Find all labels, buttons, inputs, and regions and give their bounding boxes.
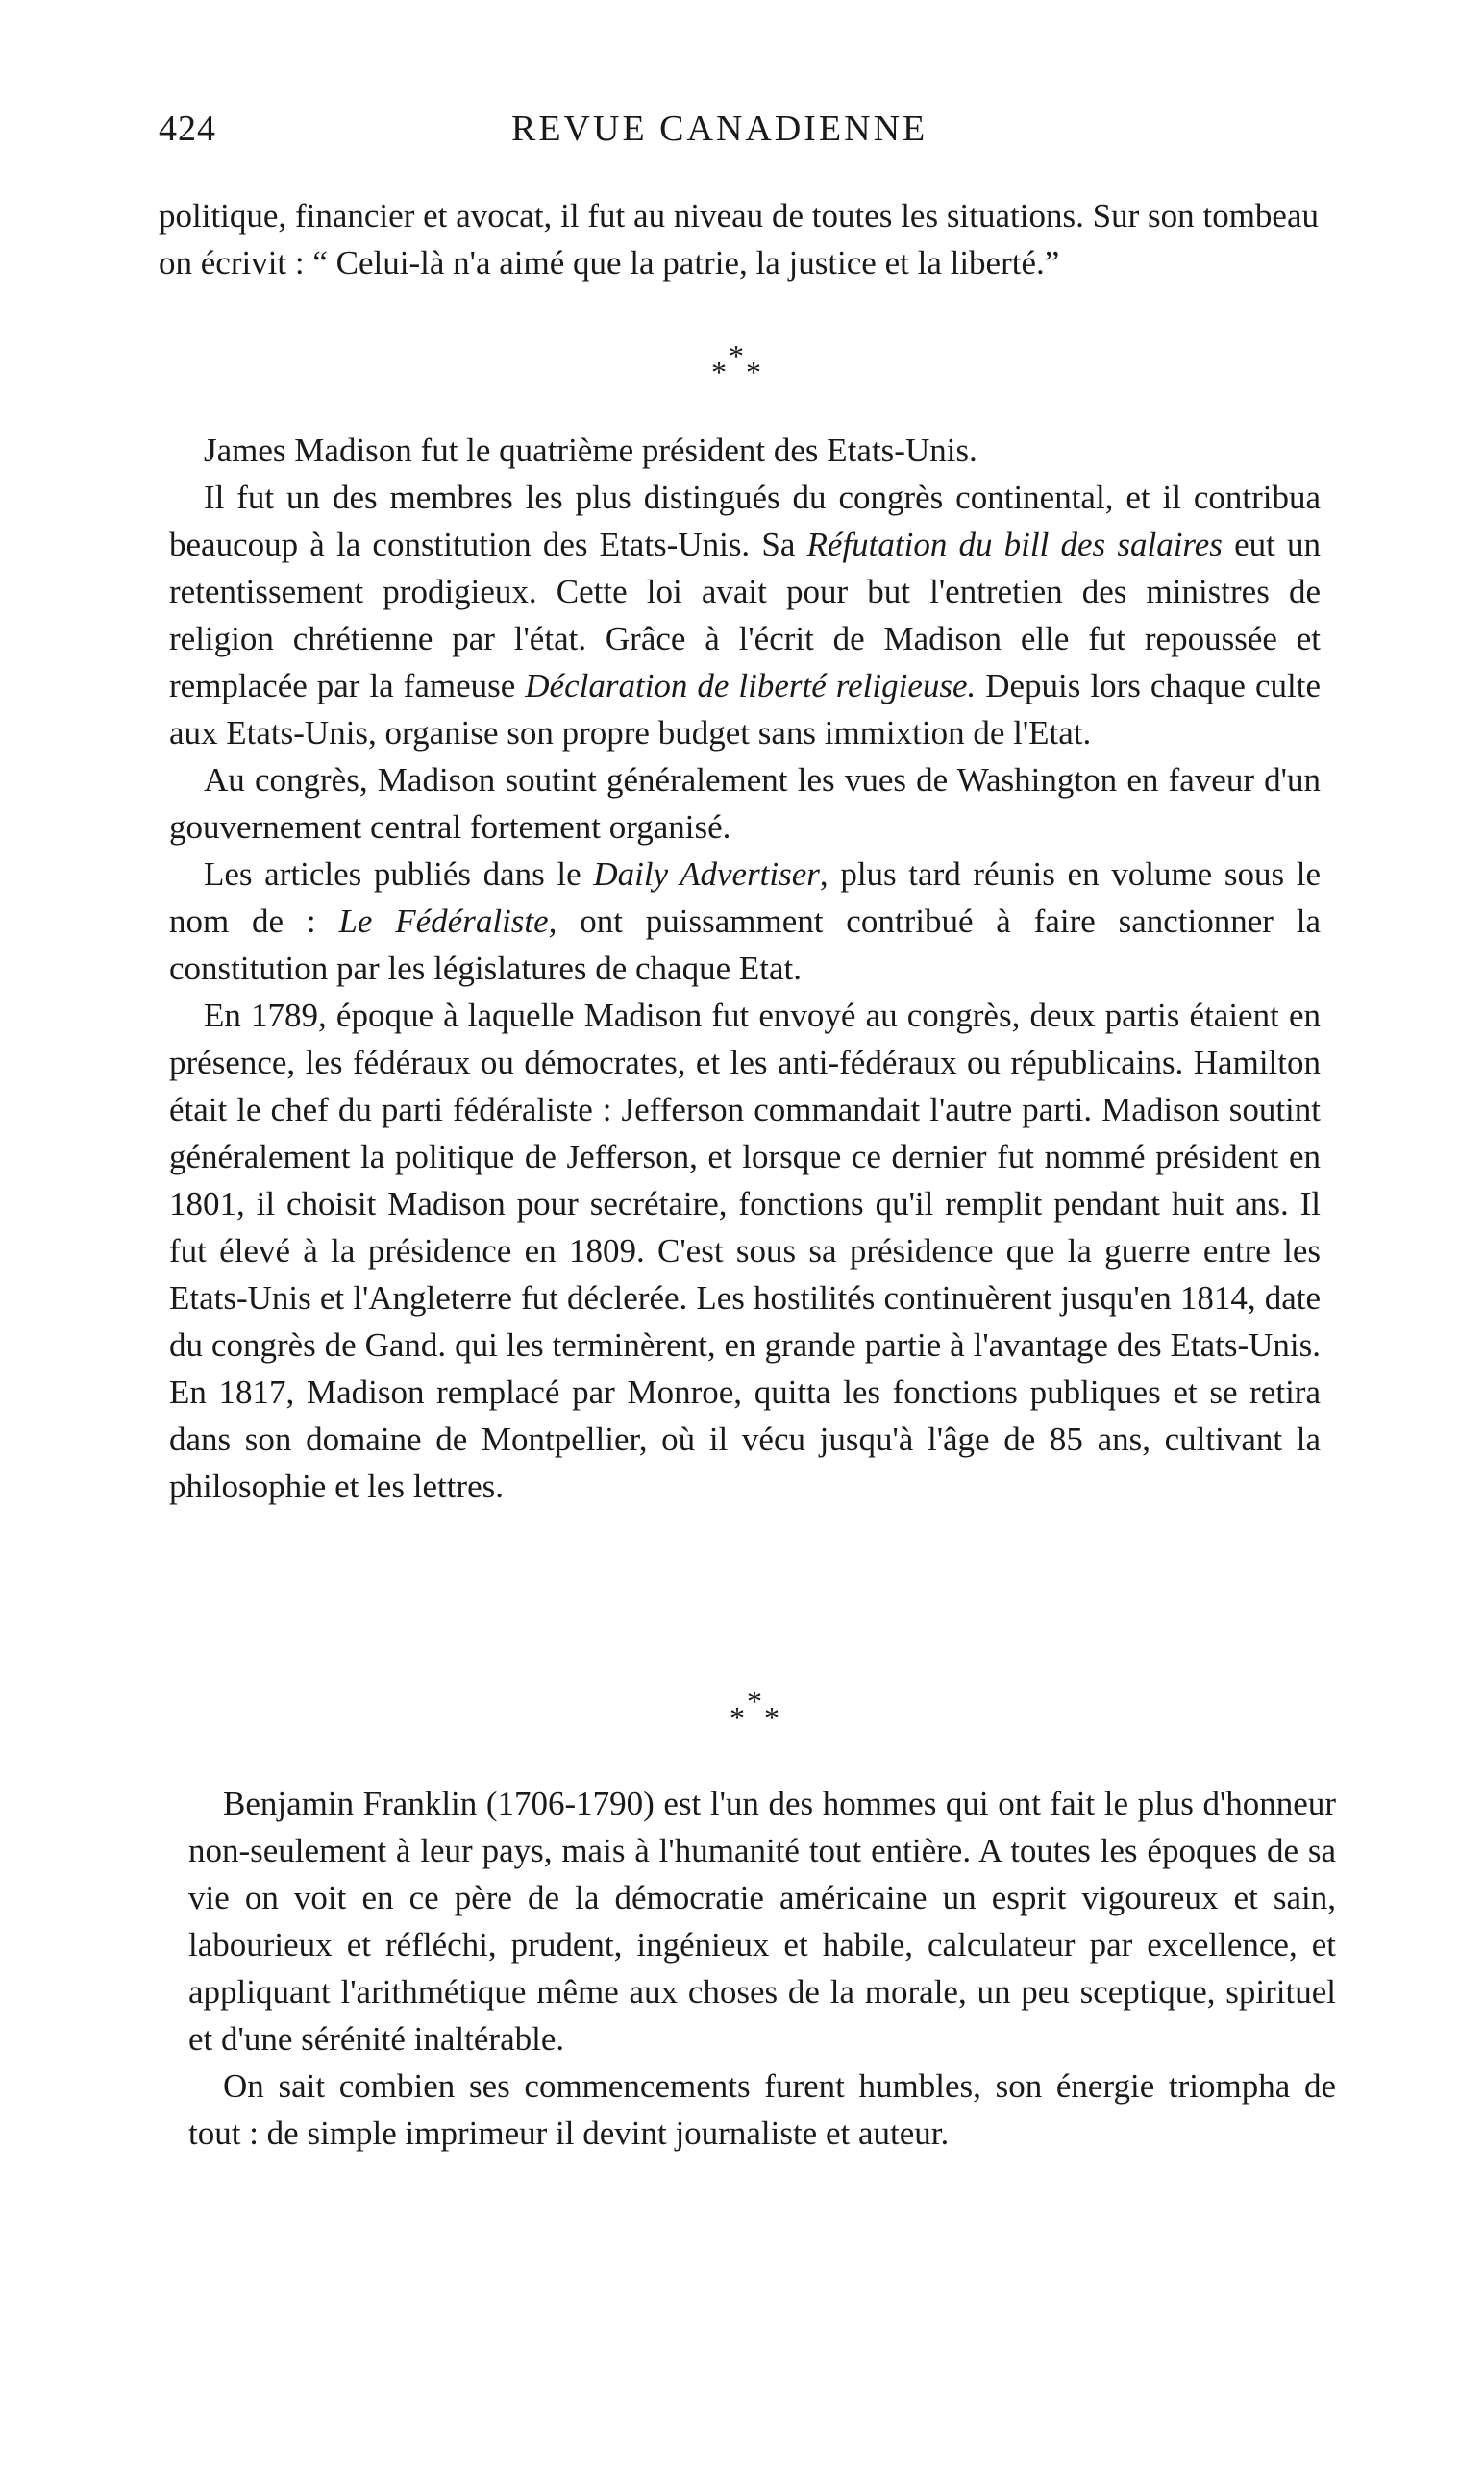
running-title: REVUE CANADIENNE — [511, 109, 928, 149]
page-number: 424 — [159, 109, 216, 149]
paragraph-madison-1: James Madison fut le quatrième président des Etats-Unis. — [204, 432, 977, 469]
paragraph-madison-5: En 1789, époque à laquelle Madison fut envoyé au congrès, deux partis étaient en présence, les fédéraux ou démocrates, et les anti-fédéraux ou républicains. Hamilton était le chef du parti fédéraliste : Jefferson commandait l'autre parti. Madison soutint généralement la politique de Jefferson, et lorsque ce dernier fut nommé président en 1801, il choisit Madison pour secrétaire, fonctions qu'il remplit pendant huit ans. Il fut élevé à la présidence en 1809. C'est sous sa présidence que la guerre entre les Etats-Unis et l'Angleterre fut déclerée. Les hostilités continuèrent jusqu'en 1814, date du congrès de Gand. qui les terminèrent, en grande partie à l'avantage des Etats-Unis. En 1817, Madison remplacé par Monroe, quitta les fonctions publiques et se retira dans son domaine de Montpellier, où il vécu jusqu'à l'âge de 85 ans, cultivant la philosophie et les lettres. — [169, 997, 1321, 1505]
section-separator-1 — [709, 340, 767, 388]
italic-title-daily-advertiser: Daily Advertiser — [593, 855, 820, 893]
asterisk: * — [730, 1700, 745, 1735]
text-block-intro — [159, 192, 1319, 286]
asterisk: * — [711, 355, 727, 389]
asterisk: * — [746, 355, 761, 389]
paragraph-franklin-1: Benjamin Franklin (1706-1790) est l'un des hommes qui ont fait le plus d'honneur non-seulement à leur pays, mais à l'humanité tout entière. A toutes les époques de sa vie on voit en ce père de la démocratie américaine un esprit vigoureux et sain, labourieux et réfléchi, prudent, ingénieux et habile, calculateur par excellence, et appliquant l'arithmétique même aux choses de la morale, un peu sceptique, spirituel et d'une sérénité inaltérable. — [188, 1785, 1336, 2058]
text-run: Les articles publiés dans le — [204, 855, 594, 893]
italic-title-declaration: Déclaration de liberté religieuse. — [525, 667, 977, 704]
paragraph-madison-4 — [169, 851, 1321, 992]
paragraph-franklin-2: On sait combien ses commencements furent humbles, son énergie triompha de tout : de simple imprimeur il devint journaliste et auteur. — [188, 2067, 1336, 2152]
text-run: , plus tard réunis en volume sous le nom de : — [169, 855, 1322, 940]
text-run: ont puissamment contribué à faire sanctionner la constitution par les législatures de chaque Etat. — [169, 902, 1321, 987]
text-block-madison — [169, 427, 1321, 1510]
asterisk: * — [764, 1700, 779, 1735]
italic-title-refutation: Réfutation du bill des salaires — [806, 526, 1223, 563]
paragraph-intro-continuation: politique, financier et avocat, il fut au niveau de toutes les situations. Sur son tombeau on écrivit : “ Celui-là n'a aimé que la patrie, la justice et la liberté.” — [159, 197, 1319, 282]
text-run: Il fut un des membres les plus distingués du congrès continental, et il contribua beaucoup à la constitution des Etats-Unis. Sa — [169, 479, 1321, 563]
section-separator-2 — [728, 1686, 785, 1734]
asterisk: * — [729, 338, 744, 373]
paragraph-madison-2 — [169, 474, 1321, 756]
paragraph-madison-3: Au congrès, Madison soutint généralement les vues de Washington en faveur d'un gouvernement central fortement organisé. — [169, 761, 1321, 846]
text-run: eut un retentissement prodigieux. Cette loi avait pour but l'entretien des ministres de religion chrétienne par l'état. Grâce à l'écrit de Madison elle fut repoussée et remplacée par la fameuse — [169, 526, 1322, 704]
asterisk: * — [747, 1684, 762, 1718]
text-run: Depuis lors chaque culte aux Etats-Unis, organise son propre budget sans immixtion de l'Etat. — [169, 667, 1321, 752]
text-block-franklin — [188, 1780, 1336, 2157]
italic-title-federaliste: Le Fédéraliste, — [338, 902, 557, 940]
